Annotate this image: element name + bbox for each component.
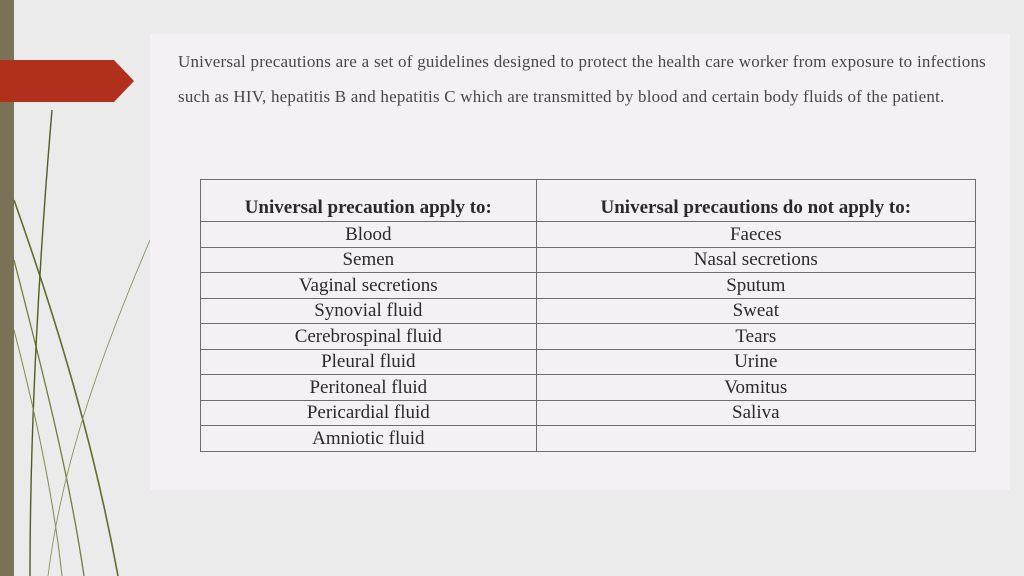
table-row: [201, 400, 976, 426]
apply-cell: Amniotic fluid: [201, 426, 537, 452]
section-arrow-icon: [0, 60, 134, 102]
not-apply-cell: Nasal secretions: [536, 247, 975, 273]
not-apply-cell: Vomitus: [536, 375, 975, 401]
apply-cell: Semen: [201, 247, 537, 273]
header-not-apply-to: Universal precautions do not apply to:: [536, 180, 975, 222]
not-apply-cell: Faeces: [536, 222, 975, 248]
table-row: [201, 375, 976, 401]
table-row: [201, 426, 976, 452]
not-apply-cell: Urine: [536, 349, 975, 375]
apply-cell: Pericardial fluid: [201, 400, 537, 426]
apply-cell: Synovial fluid: [201, 298, 537, 324]
intro-paragraph: Universal precautions are a set of guidelines designed to protect the health care worker from exposure to infections such as HIV, hepatitis B and hepatitis C which are transmitted by blood and certain body fluids of the patient.: [178, 52, 986, 106]
header-apply-to: Universal precaution apply to:: [201, 180, 537, 222]
apply-cell: Cerebrospinal fluid: [201, 324, 537, 350]
apply-cell: Pleural fluid: [201, 349, 537, 375]
table-header-row: [201, 180, 976, 222]
apply-cell: Vaginal secretions: [201, 273, 537, 299]
table-row: [201, 273, 976, 299]
table-row: [201, 247, 976, 273]
not-apply-cell: Saliva: [536, 400, 975, 426]
precautions-table: [200, 179, 976, 452]
table-row: [201, 349, 976, 375]
not-apply-cell: Sputum: [536, 273, 975, 299]
table-row: [201, 222, 976, 248]
apply-cell: Blood: [201, 222, 537, 248]
not-apply-cell: [536, 426, 975, 452]
not-apply-cell: Sweat: [536, 298, 975, 324]
table-row: [201, 324, 976, 350]
table-row: [201, 298, 976, 324]
not-apply-cell: Tears: [536, 324, 975, 350]
apply-cell: Peritoneal fluid: [201, 375, 537, 401]
